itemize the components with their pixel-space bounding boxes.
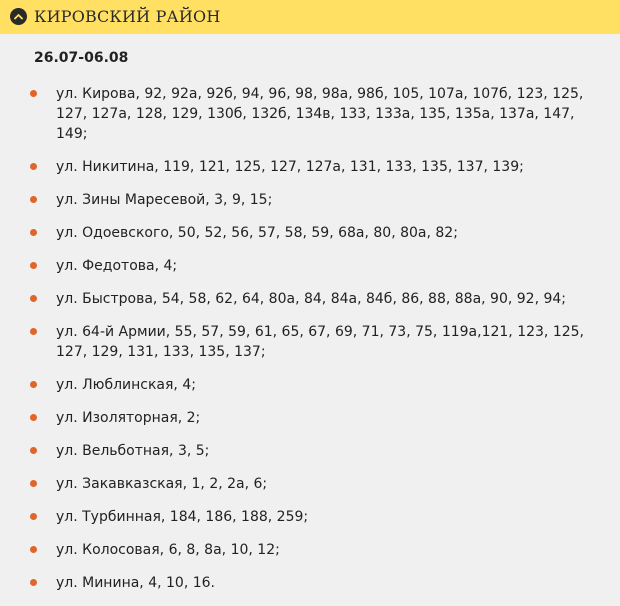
bullet-icon: [30, 295, 37, 302]
district-header[interactable]: [0, 0, 620, 34]
bullet-icon: [30, 513, 37, 520]
list-item: [0, 223, 620, 243]
street-addresses: ул. Минина, 4, 10, 16.: [56, 575, 215, 591]
bullet-icon: [30, 328, 37, 335]
street-addresses: ул. Зины Маресевой, 3, 9, 15;: [56, 192, 273, 208]
list-item: [0, 474, 620, 494]
bullet-icon: [30, 229, 37, 236]
bullet-icon: [30, 196, 37, 203]
street-addresses: ул. Изоляторная, 2;: [56, 410, 201, 426]
list-item: [0, 441, 620, 461]
street-addresses: ул. Одоевского, 50, 52, 56, 57, 58, 59, 68а, 80, 80а, 82;: [56, 225, 458, 241]
street-list: [0, 84, 620, 606]
street-addresses: ул. Турбинная, 184, 186, 188, 259;: [56, 509, 309, 525]
list-item: [0, 408, 620, 428]
list-item: [0, 540, 620, 560]
street-addresses: ул. Закавказская, 1, 2, 2а, 6;: [56, 476, 268, 492]
list-item: [0, 507, 620, 527]
list-item: [0, 322, 620, 362]
list-item: [0, 157, 620, 177]
outage-period: 26.07-06.08: [34, 50, 129, 66]
street-addresses: ул. Колосовая, 6, 8, 8а, 10, 12;: [56, 542, 280, 558]
list-item: [0, 190, 620, 210]
list-item: [0, 375, 620, 395]
street-addresses: ул. Никитина, 119, 121, 125, 127, 127а, 131, 133, 135, 137, 139;: [56, 159, 524, 175]
chevron-up-icon[interactable]: [10, 8, 27, 25]
bullet-icon: [30, 163, 37, 170]
list-item: [0, 256, 620, 276]
bullet-icon: [30, 480, 37, 487]
street-addresses: ул. Федотова, 4;: [56, 258, 178, 274]
street-addresses: ул. Вельботная, 3, 5;: [56, 443, 210, 459]
bullet-icon: [30, 447, 37, 454]
street-addresses: ул. Быстрова, 54, 58, 62, 64, 80а, 84, 84а, 84б, 86, 88, 88а, 90, 92, 94;: [56, 291, 567, 307]
bullet-icon: [30, 90, 37, 97]
list-item: [0, 573, 620, 593]
district-title: КИРОВСКИЙ РАЙОН: [34, 7, 221, 26]
bullet-icon: [30, 414, 37, 421]
list-item: [0, 289, 620, 309]
bullet-icon: [30, 381, 37, 388]
bullet-icon: [30, 546, 37, 553]
street-addresses: ул. Люблинская, 4;: [56, 377, 196, 393]
bullet-icon: [30, 262, 37, 269]
list-item: [0, 84, 620, 144]
street-addresses: ул. Кирова, 92, 92а, 92б, 94, 96, 98, 98а, 98б, 105, 107а, 107б, 123, 125, 127, 127а, 128, 129, 130б, 132б, 134в, 133, 133а, 135, 135а, 137а, 147, 149;: [56, 86, 584, 142]
street-addresses: ул. 64-й Армии, 55, 57, 59, 61, 65, 67, 69, 71, 73, 75, 119а,121, 123, 125, 127, 129, 131, 133, 135, 137;: [56, 324, 584, 360]
bullet-icon: [30, 579, 37, 586]
